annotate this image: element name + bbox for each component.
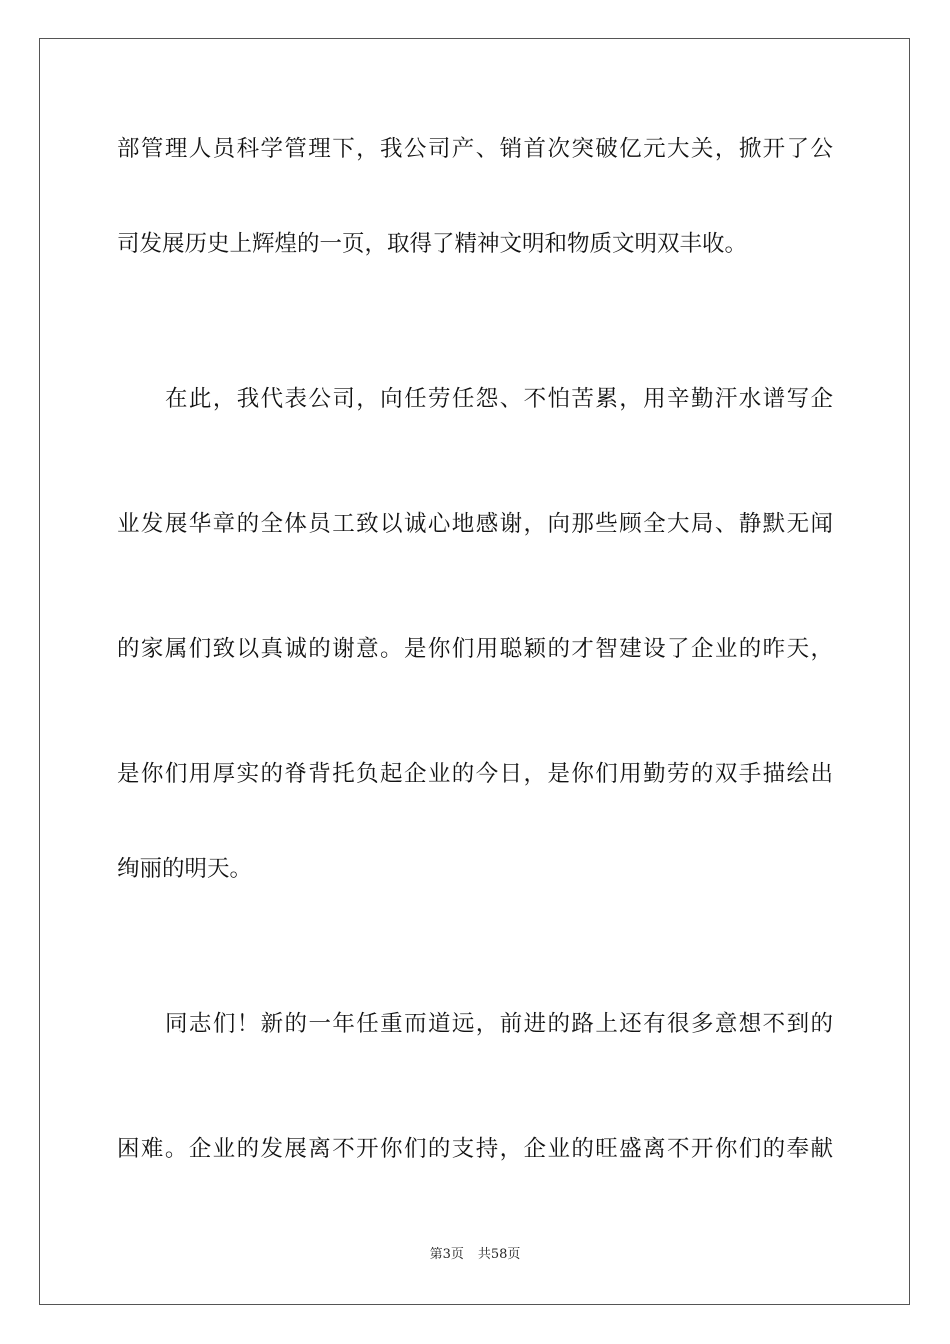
paragraph-line: 的家属们致以真诚的谢意。是你们用聪颖的才智建设了企业的昨天， — [117, 636, 833, 662]
page-footer — [0, 1246, 950, 1264]
page-number: 第3页 — [429, 1247, 464, 1262]
paragraph-line: 困难。企业的发展离不开你们的支持，企业的旺盛离不开你们的奉献 — [117, 1136, 833, 1162]
paragraph-line: 绚丽的明天。 — [117, 856, 253, 882]
paragraph-line: 是你们用厚实的脊背托负起企业的今日，是你们用勤劳的双手描绘出 — [117, 761, 833, 787]
paragraph-line: 司发展历史上辉煌的一页，取得了精神文明和物质文明双丰收。 — [117, 231, 748, 257]
page-total: 共58页 — [477, 1247, 521, 1262]
paragraph-line: 在此，我代表公司，向任劳任怨、不怕苦累，用辛勤汗水谱写企 — [165, 386, 833, 412]
paragraph-line: 部管理人员科学管理下，我公司产、销首次突破亿元大关，掀开了公 — [117, 136, 833, 162]
paragraph-line: 业发展华章的全体员工致以诚心地感谢，向那些顾全大局、静默无闻 — [117, 511, 833, 537]
paragraph-line: 同志们！新的一年任重而道远，前进的路上还有很多意想不到的 — [165, 1011, 833, 1037]
